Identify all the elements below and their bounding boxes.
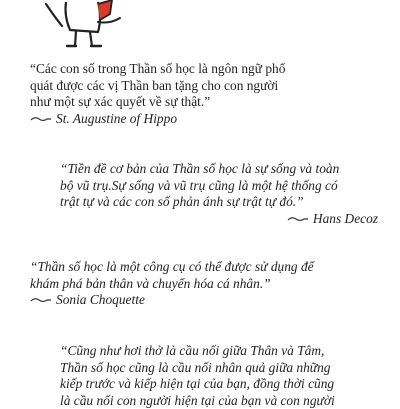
quote-line: “Thần số học là một công cụ có thể được sử dụng để: [30, 259, 314, 274]
quote-line: “Tiền đề cơ bản của Thần số học là sự sống và toàn: [60, 161, 340, 176]
quote-author: [30, 111, 375, 128]
quote-line: bộ vũ trụ.Sự sống và vũ trụ cũng là một hệ thống có: [60, 177, 338, 193]
quote-author-name: St. Augustine of Hippo: [56, 110, 178, 126]
quote-author: [60, 211, 378, 228]
quote-line: “Các con số trong Thần số học là ngôn ngữ phổ: [30, 61, 286, 76]
quote-decoz: [60, 161, 378, 227]
quote-line: quát được các vị Thần ban tặng cho con người: [30, 77, 279, 93]
quote-author: [30, 292, 375, 309]
swirl-dash-icon: [30, 296, 52, 304]
quote-breath: [60, 343, 378, 409]
quote-line: Thần số học cũng là cầu nối nhân quả giữa những: [60, 359, 331, 375]
quote-line: là cầu nối con người hiện tại của bạn và con người: [60, 392, 335, 408]
quote-choquette: [30, 259, 375, 309]
swirl-dash-icon: [287, 215, 309, 223]
swirl-dash-icon: [30, 115, 52, 123]
quote-line: như một sự xác quyết về sự thật.”: [30, 94, 211, 110]
quote-line: trật tự và các con số phản ánh sự trật tự đó.”: [60, 194, 304, 210]
quote-line: “Cũng như hơi thở là cầu nối giữa Thân và Tâm,: [60, 343, 325, 358]
quote-augustine: [30, 61, 375, 127]
quote-author-name: Sonia Choquette: [56, 292, 145, 308]
quote-line: khám phá bản thân và chuyển hóa cá nhân.”: [30, 275, 271, 291]
quote-line: kiếp trước và kiếp hiện tại của bạn, đồng thời cũng: [60, 376, 335, 392]
quote-author-name: Hans Decoz: [312, 210, 378, 226]
cartoon-illustration: [40, 0, 130, 52]
